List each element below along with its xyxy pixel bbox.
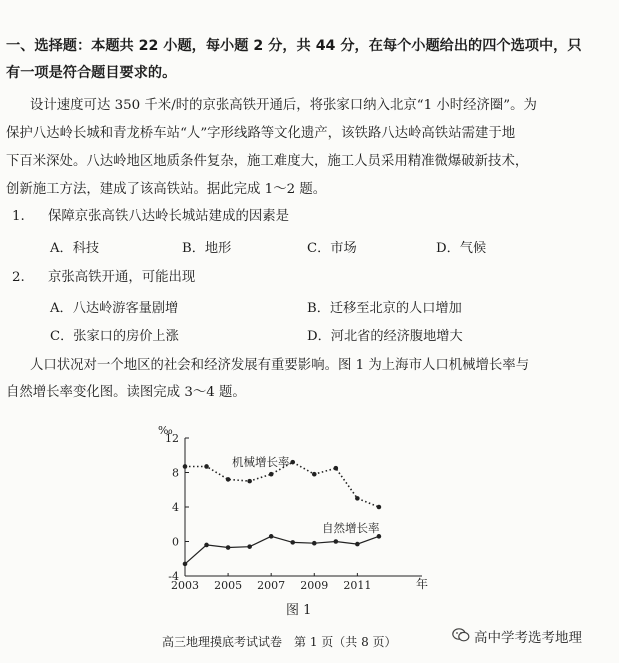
data-point [269,472,274,477]
option-b: B．迁移至北京的人口增加 [307,301,462,316]
data-point [334,466,339,471]
data-point [226,545,231,550]
data-point [312,541,317,546]
option-c: C．市场 [307,241,357,256]
data-point [269,534,274,539]
passage-1-line: 保护八达岭长城和青龙桥车站“人”字形线路等文化遗产，该铁路八达岭高铁站需建于地 [6,126,516,141]
x-tick-label: 2007 [257,579,286,592]
data-point [355,496,360,501]
passage-1-line: 创新施工方法，建成了该高铁站。据此完成 1～2 题。 [6,182,327,197]
x-tick-label: 2009 [300,579,329,592]
data-point [355,542,360,547]
watermark [452,626,616,646]
section-heading-line-2: 有一项是符合题目要求的。 [6,65,177,81]
y-tick-label: 4 [172,501,179,514]
series-label-mechanical: 机械增长率 [232,455,290,469]
x-tick-label: 2005 [214,579,243,592]
y-unit-label: ‰ [158,424,173,437]
figure-caption: 图 1 [286,603,312,618]
data-point [183,464,188,469]
section-heading-line-1: 一、选择题：本题共 22 小题，每小题 2 分，共 44 分，在每个小题给出的四个选项中，只 [6,38,582,54]
series-layer [183,460,382,566]
x-tick-label: 2011 [343,579,372,592]
passage-1-line: 下百米深处。八达岭地区地质条件复杂，施工难度大，施工人员采用精准微爆破新技术， [6,154,529,169]
option-a: A．科技 [50,241,100,256]
data-point [183,562,188,567]
wechat-icon [452,627,470,647]
option-b: B．地形 [182,241,232,256]
question-number: 1. [12,209,25,224]
option-d: D．气候 [436,241,487,256]
y-tick-label: -4 [168,570,179,583]
data-point [247,544,252,549]
question-number: 2. [12,270,25,285]
series-label-natural: 自然增长率 [322,521,380,535]
page-footer: 高三地理摸底考试试卷 第 1 页（共 8 页） [162,635,397,649]
data-point [290,540,295,545]
question-stem: 京张高铁开通，可能出现 [48,270,196,285]
x-axis-label: 年 [416,577,429,591]
data-point [334,539,339,544]
passage-2-line: 自然增长率变化图。读图完成 3～4 题。 [6,385,246,400]
y-tick-label: 0 [172,535,179,549]
option-d: D．河北省的经济腹地增大 [307,329,463,344]
watermark-text: 高中学考选考地理 [474,630,582,646]
data-point [312,472,317,477]
data-point [377,505,382,510]
data-point [204,464,209,469]
figure-1-chart [150,412,440,610]
passage-1-line: 设计速度可达 350 千米/时的京张高铁开通后，将张家口纳入北京“1 小时经济圈”。为 [30,98,537,113]
passage-2-line: 人口状况对一个地区的社会和经济发展有重要影响。图 1 为上海市人口机械增长率与 [30,358,530,373]
data-point [204,543,209,548]
data-point [226,477,231,482]
series-line-1 [185,536,379,564]
y-tick-label: 12 [165,432,179,445]
x-tick-label: 2003 [171,579,199,592]
y-tick-label: 8 [172,466,179,480]
question-stem: 保障京张高铁八达岭长城站建成的因素是 [48,209,290,224]
data-point [290,460,295,465]
data-point [247,479,252,484]
option-a: A．八达岭游客量剧增 [50,301,179,316]
option-c: C．张家口的房价上涨 [50,329,179,344]
